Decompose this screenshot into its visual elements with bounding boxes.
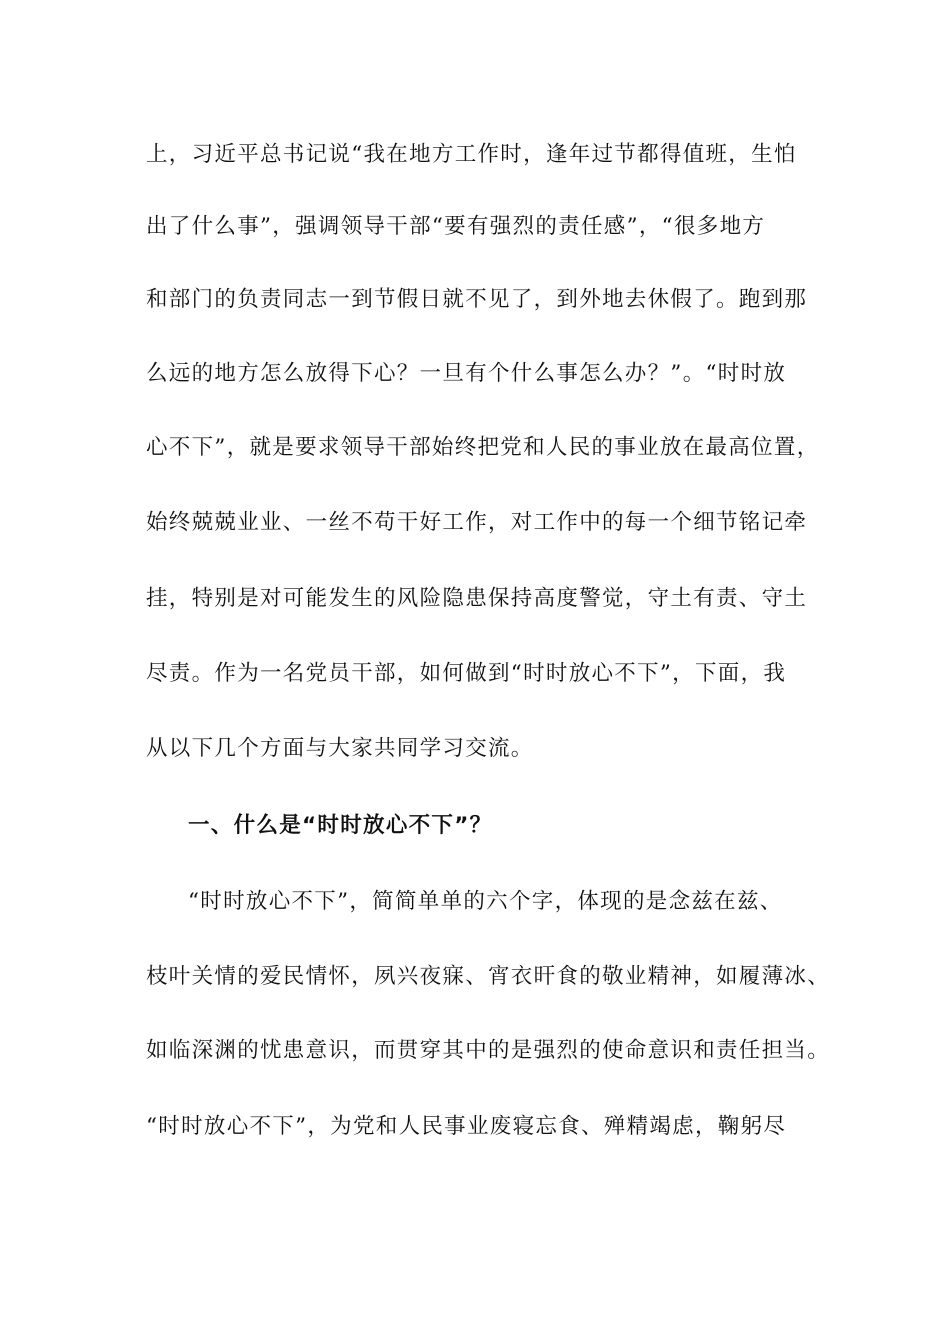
paragraph-1-line-7: 挂，特别是对可能发生的风险隐患保持高度警觉，守土有责、守土 (146, 586, 808, 611)
paragraph-2-line-3: 如临深渊的忧患意识，而贯穿其中的是强烈的使命意识和责任担当。 (146, 1038, 831, 1063)
paragraph-1-line-1: 上，习近平总书记说“我在地方工作时，逢年过节都得值班，生怕 (146, 142, 797, 167)
paragraph-1-line-6: 始终兢兢业业、一丝不苟干好工作，对工作中的每一个细节铭记牵 (146, 510, 808, 535)
paragraph-1-line-5: 心不下”，就是要求领导干部始终把党和人民的事业放在最高位置， (146, 435, 820, 460)
paragraph-1-line-2: 出了什么事”，强调领导干部“要有强烈的责任感”，“很多地方 (146, 214, 766, 239)
paragraph-1-line-4: 么远的地方怎么放得下心？一旦有个什么事怎么办？”。“时时放 (146, 361, 787, 386)
paragraph-1-line-8: 尽责。作为一名党员干部，如何做到“时时放心不下”，下面，我 (146, 661, 787, 686)
paragraph-1-line-9: 从以下几个方面与大家共同学习交流。 (146, 736, 534, 761)
section-heading-1: 一、什么是“时时放心不下”？ (188, 813, 493, 838)
paragraph-2-line-4: “时时放心不下”，为党和人民事业废寝忘食、殚精竭虑，鞠躬尽 (146, 1114, 787, 1139)
paragraph-2-line-2: 枝叶关情的爱民情怀，夙兴夜寐、宵衣旰食的敬业精神，如履薄冰、 (146, 964, 831, 989)
paragraph-2-line-1: “时时放心不下”，简简单单的六个字，体现的是念兹在兹、 (188, 889, 783, 914)
paragraph-1-line-3: 和部门的负责同志一到节假日就不见了，到外地去休假了。跑到那 (146, 287, 808, 312)
